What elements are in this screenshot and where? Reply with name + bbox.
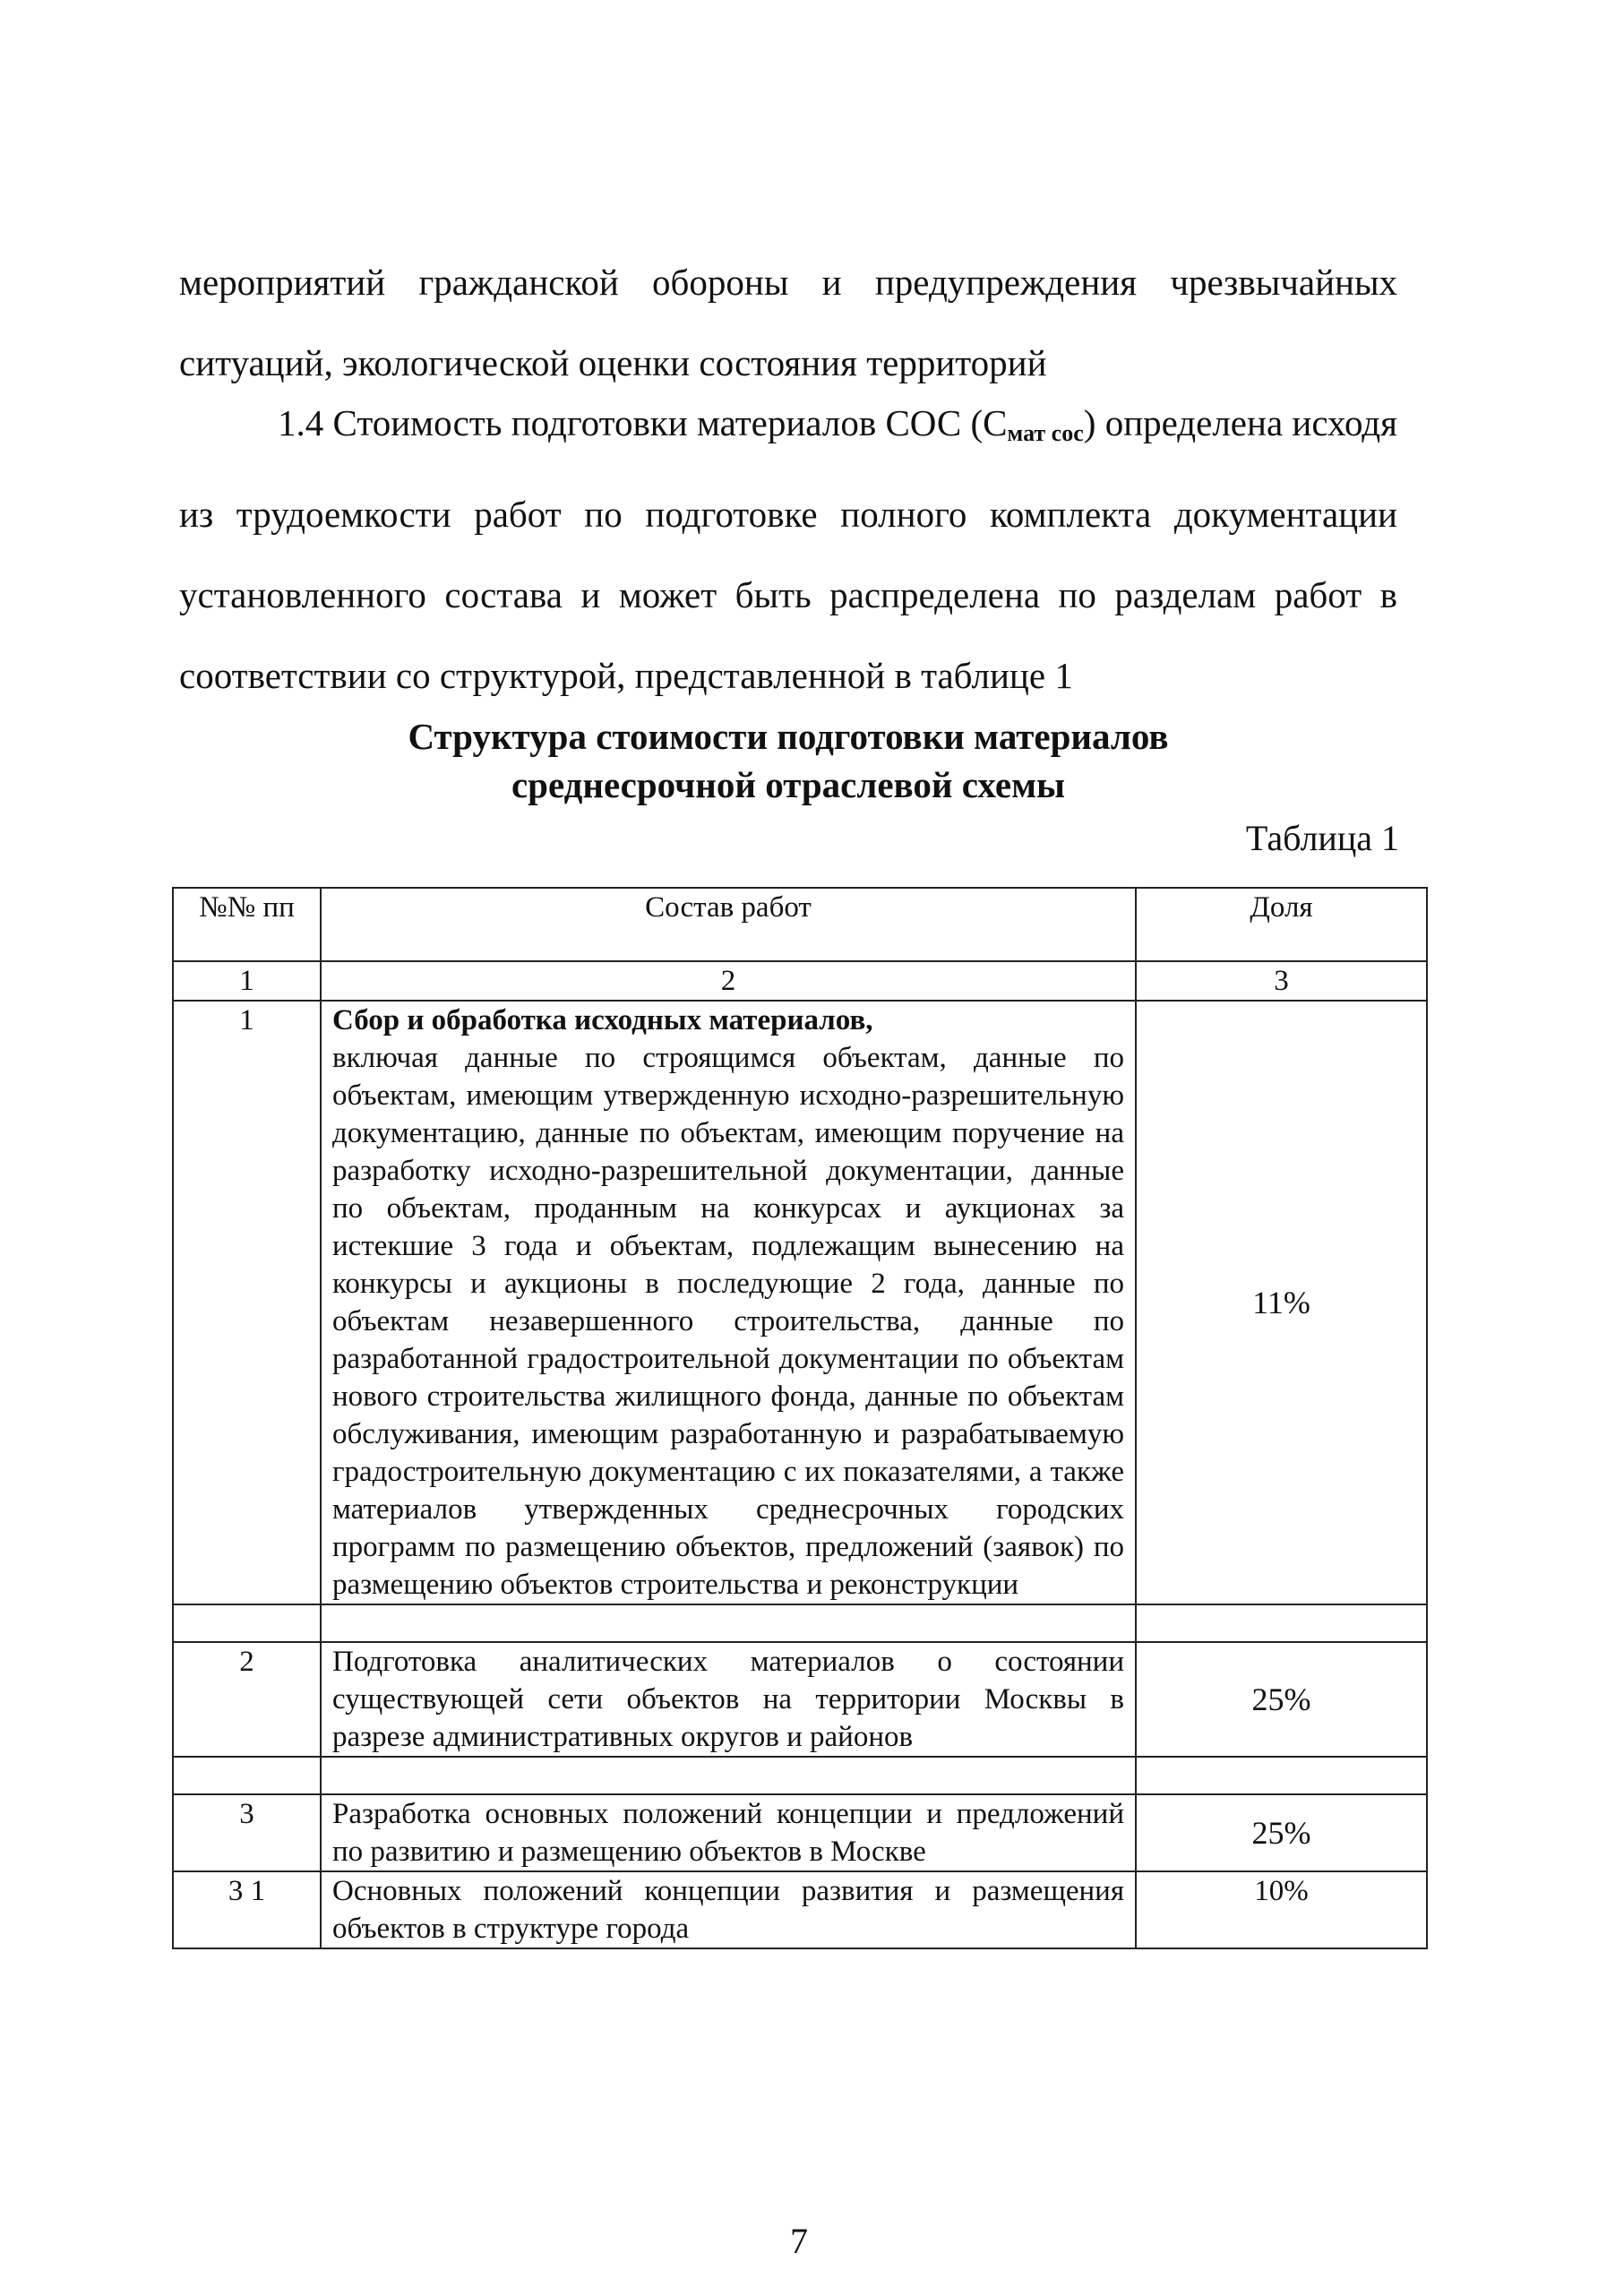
row-work-title: Разработка основных положений концепции и предложений по развитию и размещению объектов в Москве <box>321 1794 1136 1871</box>
table-header-row <box>173 888 1427 961</box>
column-number-3: 3 <box>1136 961 1427 1001</box>
page-number: 7 <box>790 2221 808 2261</box>
paragraph-continuation: мероприятий гражданской обороны и предупреждения чрезвычайных ситуаций, экологической оценки состояния территорий <box>179 262 1397 383</box>
row-share: 25% <box>1136 1794 1427 1871</box>
table-row <box>173 1642 1427 1757</box>
cost-symbol-subscript: мат сос <box>1007 420 1084 446</box>
row-work-text: включая данные по строящимся объектам, данные по объектам, имеющим утвержденную исходно-разрешительную документацию, данные по объектам, имеющим поручение на разработку исходно-разрешительной документации, данные по объектам, проданным на конкурсах и аукционах за истекшие 3 года и объектам, подлежащим вынесению на конкурсы и аукционы в последующие 2 года, данные по объектам незавершенного строительства, данные по разработанной градостроительной документации по объектам нового строительства жилищного фонда, данные по объектам обслуживания, имеющим разработанную и разрабатываемую градостроительную документацию с их показателями, а также материалов утвержденных среднесрочных городских программ по размещению объектов, предложений (заявок) по размещению объектов строительства и реконструкции <box>332 1042 1124 1601</box>
header-work: Состав работ <box>321 888 1136 961</box>
row-number: 2 <box>173 1642 321 1757</box>
column-number-row <box>173 961 1427 1001</box>
row-work-title: Сбор и обработка исходных материалов, <box>332 1004 873 1036</box>
table-title <box>269 712 1308 809</box>
header-number: №№ пп <box>173 888 321 961</box>
table-title-line-1: Структура стоимости подготовки материалов <box>408 716 1169 757</box>
row-share: 25% <box>1136 1642 1427 1757</box>
table-spacer-row <box>173 1604 1427 1642</box>
row-number: 3 <box>173 1794 321 1871</box>
table-row <box>173 1001 1427 1604</box>
table-title-line-2: среднесрочной отраслевой схемы <box>511 764 1066 805</box>
table-row <box>173 1871 1427 1948</box>
table-row <box>173 1794 1427 1871</box>
column-number-2: 2 <box>321 961 1136 1001</box>
paragraph-1-4 <box>179 383 1397 716</box>
row-work <box>321 1001 1136 1604</box>
row-number: 1 <box>173 1001 321 1604</box>
row-number: 3 1 <box>173 1871 321 1948</box>
row-work-title: Подготовка аналитических материалов о состоянии существующей сети объектов на территории Москвы в разрезе административных округов и районов <box>321 1642 1136 1757</box>
header-share: Доля <box>1136 888 1427 961</box>
paragraph-1-4-rest: ) определена исходя из трудоемкости работ по подготовке полного комплекта документации установленного состава и может быть распределена по разделам работ в соответствии со структурой, представленной в таблице 1 <box>179 402 1397 696</box>
column-number-1: 1 <box>173 961 321 1001</box>
row-share: 10% <box>1136 1871 1427 1948</box>
table-spacer-row <box>173 1757 1427 1794</box>
table-label: Таблица 1 <box>1245 818 1399 858</box>
paragraph-1-4-start: 1.4 Стоимость подготовки материалов СОС (С <box>278 402 1008 443</box>
row-share: 11% <box>1136 1001 1427 1604</box>
row-work-text: Основных положений концепции развития и размещения объектов в структуре города <box>321 1871 1136 1948</box>
cost-structure-table <box>172 887 1428 1949</box>
